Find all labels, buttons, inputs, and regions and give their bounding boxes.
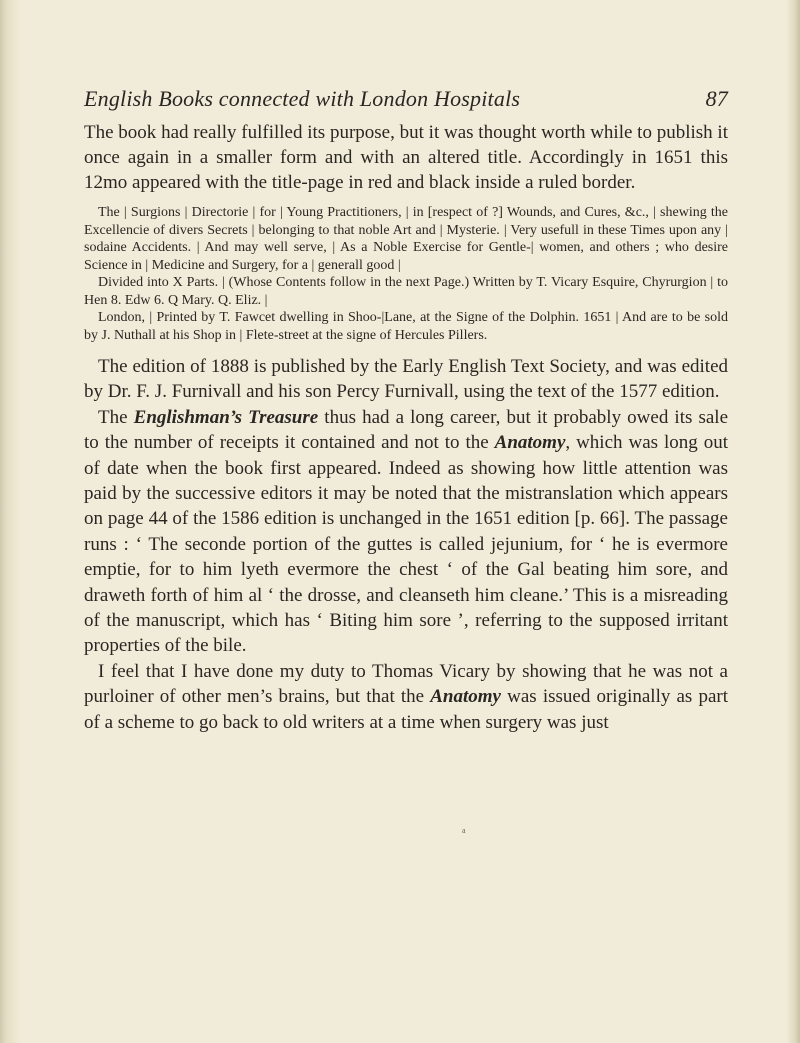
treasure-title: Englishman’s Treasure <box>133 406 319 428</box>
paragraph-treasure <box>84 405 728 659</box>
page-number: 87 <box>705 86 728 111</box>
intro-paragraph: The book had really fulfilled its purpose, but it was thought worth while to publish it once again in a smaller form and with an altered title. Accordingly in 1651 this 12mo appeared with the title-page in red and black inside a ruled border. <box>84 122 728 193</box>
final-anatomy-title: Anatomy <box>430 686 501 708</box>
title-page-quote <box>84 204 728 344</box>
final-lead: I feel that I have done my duty to Thomas Vicary by showing that he was not a purloiner of other men’s brains, but that the <box>84 660 728 708</box>
anatomy-title: Anatomy <box>494 432 566 454</box>
book-page <box>84 86 728 735</box>
running-header <box>84 86 728 120</box>
running-title: English Books connected with London Hospitals <box>84 86 521 111</box>
treasure-lead: The <box>98 406 128 428</box>
page-edge-shadow <box>786 0 800 1043</box>
quote-part-1: The | Surgions | Directorie | for | Young Practitioners, | in [respect of ?] Wounds, and Cures, &c., | shewing the Excellencie of divers Secrets | belonging to that noble Art and | Mysterie. | Very usefull in these Times upon any | sodaine Accidents. | And may well serve, | As a Noble Exercise for Gentle-| women, and others ; who desire Science in | Medicine and Surgery, for a | generall good | <box>84 205 728 273</box>
treasure-middle: thus had a long career, but it probably owed its sale to the number of receipts it contained and not to the <box>84 406 729 454</box>
paragraph-1888-edition: The edition of 1888 is published by the Early English Text Society, and was edited by Dr. F. J. Furnivall and his son Percy Furnivall, using the text of the 1577 edition. <box>84 356 728 403</box>
final-rest: was issued originally as part of a scheme to go back to old writers at a time when surgery was just <box>84 686 729 733</box>
page-binding-shadow <box>0 0 22 1043</box>
signature-mark: a <box>462 826 466 835</box>
quote-part-2: Divided into X Parts. | (Whose Contents follow in the next Page.) Written by T. Vicary Esquire, Chyrurgion | to Hen 8. Edw 6. Q Mary. Q. Eliz. | <box>84 275 728 308</box>
quote-part-3: London, | Printed by T. Fawcet dwelling in Shoo-|Lane, at the Signe of the Dolphin. 1651 | And are to be sold by J. Nuthall at his Shop in | Flete-street at the signe of Hercules Pillers. <box>84 310 728 343</box>
treasure-rest: , which was long out of date when the book first appeared. Indeed as showing how little attention was paid by the successive editors it may be noted that the mistranslation which appears on page 44 of the 1586 edition is unchanged in the 1651 edition [p. 66]. The passage runs : ‘ The seconde portion of the guttes is called jejunium, for ‘ he is evermore emptie, for to him lyeth evermore the chest ‘ of the Gal beating him sore, and draweth forth of him al ‘ the drosse, and cleanseth him cleane.’ This is a misreading of the manuscript, which has ‘ Biting him sore ’, referring to the supposed irritant properties of the bile. <box>84 432 729 657</box>
paragraph-final <box>84 659 728 735</box>
